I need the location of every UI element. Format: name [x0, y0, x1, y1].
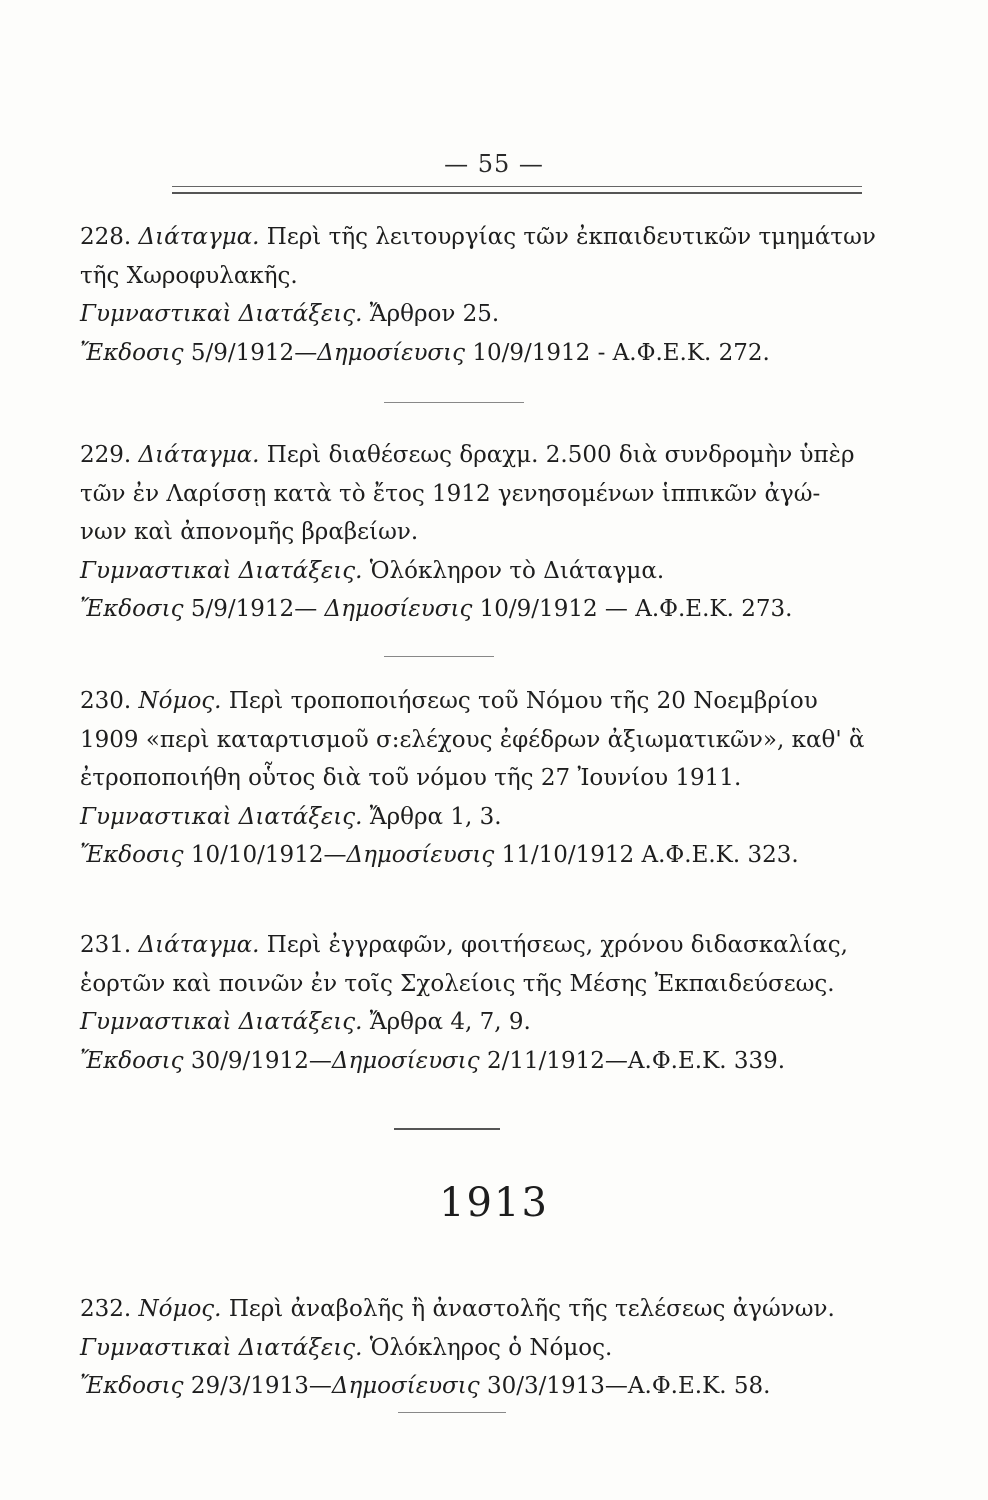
- issue-date: 29/3/1913: [190, 1373, 309, 1399]
- issue-date: 5/9/1912: [190, 596, 295, 622]
- issue-date: 30/9/1912: [190, 1047, 309, 1074]
- entry-228: [80, 218, 900, 372]
- entry-title-line: [80, 436, 900, 475]
- entry-title-cont: τῶν ἐν Λαρίσσῃ κατὰ τὸ ἔτος 1912 γενησομένων ἱππικῶν ἀγώ-: [80, 480, 821, 507]
- entry-title: Περὶ ἐγγραφῶν, φοιτήσεως, χρόνου διδασκαλίας,: [266, 932, 848, 958]
- publication-label: Δημοσίευσις: [317, 339, 466, 366]
- publication-label: Δημοσίευσις: [331, 1047, 480, 1074]
- publication-label: Δημοσίευσις: [346, 842, 495, 868]
- gym-label: Γυμναστικαὶ Διατάξεις.: [80, 803, 363, 830]
- entry-title: Περὶ τῆς λειτουργίας τῶν ἐκπαιδευτικῶν τμημάτων: [266, 224, 876, 250]
- issue-label: Ἔκδοσις: [80, 1047, 184, 1074]
- entry-number: 231.: [80, 932, 132, 958]
- publication-value: 30/3/1913—Α.Φ.Ε.Κ. 58.: [486, 1373, 771, 1399]
- entry-number: 228.: [80, 224, 132, 250]
- publication-value: 11/10/1912 Α.Φ.Ε.Κ. 323.: [501, 842, 799, 868]
- entry-number: 229.: [80, 442, 132, 468]
- issue-date: 5/9/1912: [190, 339, 295, 366]
- issue-label: Ἔκδοσις: [80, 339, 184, 366]
- entry-title-cont: ἐτροποποιήθη οὗτος διὰ τοῦ νόμου τῆς 27 Ἰουνίου 1911.: [80, 765, 742, 791]
- entry-229: [80, 436, 900, 629]
- issue-label: Ἔκδοσις: [80, 596, 184, 622]
- entry-title-line: [80, 218, 900, 257]
- gym-value: Ἄρθρον 25.: [369, 301, 500, 327]
- gym-value: Ὁλόκληρος ὁ Νόμος.: [369, 1334, 613, 1361]
- gym-label: Γυμναστικαὶ Διατάξεις.: [80, 301, 363, 327]
- entry-title-line: [80, 926, 900, 965]
- separator: [398, 1412, 506, 1413]
- year-heading: 1913: [439, 1180, 549, 1226]
- gym-value: Ὁλόκληρον τὸ Διάταγμα.: [369, 557, 665, 584]
- entry-231: [80, 926, 900, 1080]
- entry-232: [80, 1290, 900, 1406]
- entry-title: Περὶ ἀναβολῆς ἢ ἀναστολῆς τῆς τελέσεως ἀγώνων.: [228, 1296, 835, 1322]
- issue-label: Ἔκδοσις: [80, 842, 184, 868]
- publication-value: 10/9/1912 - Α.Φ.Ε.Κ. 272.: [472, 339, 770, 366]
- entry-type: Διάταγμα.: [138, 442, 260, 468]
- issue-line: Ἔκδοσις 5/9/1912— Δημοσίευσις 10/9/1912 — Α.Φ.Ε.Κ. 273.: [80, 596, 793, 622]
- publication-value: 2/11/1912—Α.Φ.Ε.Κ. 339.: [486, 1047, 786, 1074]
- header-rule-double: [172, 192, 862, 194]
- issue-line: Ἔκδοσις 5/9/1912—Δημοσίευσις 10/9/1912 - Α.Φ.Ε.Κ. 272.: [80, 339, 770, 366]
- publication-label: Δημοσίευσις: [331, 1373, 480, 1399]
- gymnastics-provisions: [80, 295, 900, 334]
- issue-line: Ἔκδοσις 30/9/1912—Δημοσίευσις 2/11/1912—Α.Φ.Ε.Κ. 339.: [80, 1047, 786, 1074]
- gym-label: Γυμναστικαὶ Διατάξεις.: [80, 1009, 363, 1035]
- entry-title: Περὶ διαθέσεως δραχμ. 2.500 διὰ συνδρομὴν ὑπὲρ: [266, 442, 855, 468]
- page-number: — 55 —: [444, 150, 544, 178]
- gym-label: Γυμναστικαὶ Διατάξεις.: [80, 1334, 363, 1361]
- issue-date: 10/10/1912: [190, 842, 324, 868]
- header-rule: [172, 186, 862, 187]
- entry-type: Διάταγμα.: [138, 224, 260, 250]
- entry-title-line: [80, 1290, 900, 1329]
- entry-title-cont: ἑορτῶν καὶ ποινῶν ἐν τοῖς Σχολείοις τῆς Μέσης Ἐκπαιδεύσεως.: [80, 970, 835, 997]
- entry-type: Νόμος.: [138, 1296, 222, 1322]
- entry-number: 232.: [80, 1296, 132, 1322]
- separator: [384, 402, 524, 403]
- entry-title-line: [80, 682, 900, 721]
- gymnastics-provisions: [80, 1329, 900, 1368]
- separator: [384, 656, 494, 657]
- entry-type: Νόμος.: [138, 688, 222, 714]
- entry-type: Διάταγμα.: [138, 932, 260, 958]
- issue-label: Ἔκδοσις: [80, 1373, 184, 1399]
- gymnastics-provisions: [80, 552, 900, 591]
- publication-value: 10/9/1912 — Α.Φ.Ε.Κ. 273.: [479, 596, 793, 622]
- entry-title-cont: νων καὶ ἀπονομῆς βραβείων.: [80, 519, 419, 545]
- gym-label: Γυμναστικαὶ Διατάξεις.: [80, 557, 363, 584]
- gym-value: Ἄρθρα 1, 3.: [369, 803, 502, 830]
- entry-title-cont: τῆς Χωροφυλακῆς.: [80, 262, 298, 289]
- entry-title: Περὶ τροποποιήσεως τοῦ Νόμου τῆς 20 Νοεμβρίου: [228, 688, 818, 714]
- gymnastics-provisions: [80, 1003, 900, 1042]
- publication-label: Δημοσίευσις: [324, 596, 473, 622]
- entry-title-cont: 1909 «περὶ καταρτισμοῦ σ:ελέχους ἐφέδρων ἀξιωματικῶν», καθ' ἃ: [80, 726, 865, 753]
- gymnastics-provisions: [80, 798, 900, 837]
- gym-value: Ἄρθρα 4, 7, 9.: [369, 1009, 531, 1035]
- section-separator: [394, 1128, 500, 1130]
- entry-number: 230.: [80, 688, 132, 714]
- entry-230: [80, 682, 900, 875]
- issue-line: Ἔκδοσις 29/3/1913—Δημοσίευσις 30/3/1913—Α.Φ.Ε.Κ. 58.: [80, 1373, 771, 1399]
- issue-line: Ἔκδοσις 10/10/1912—Δημοσίευσις 11/10/1912 Α.Φ.Ε.Κ. 323.: [80, 842, 799, 868]
